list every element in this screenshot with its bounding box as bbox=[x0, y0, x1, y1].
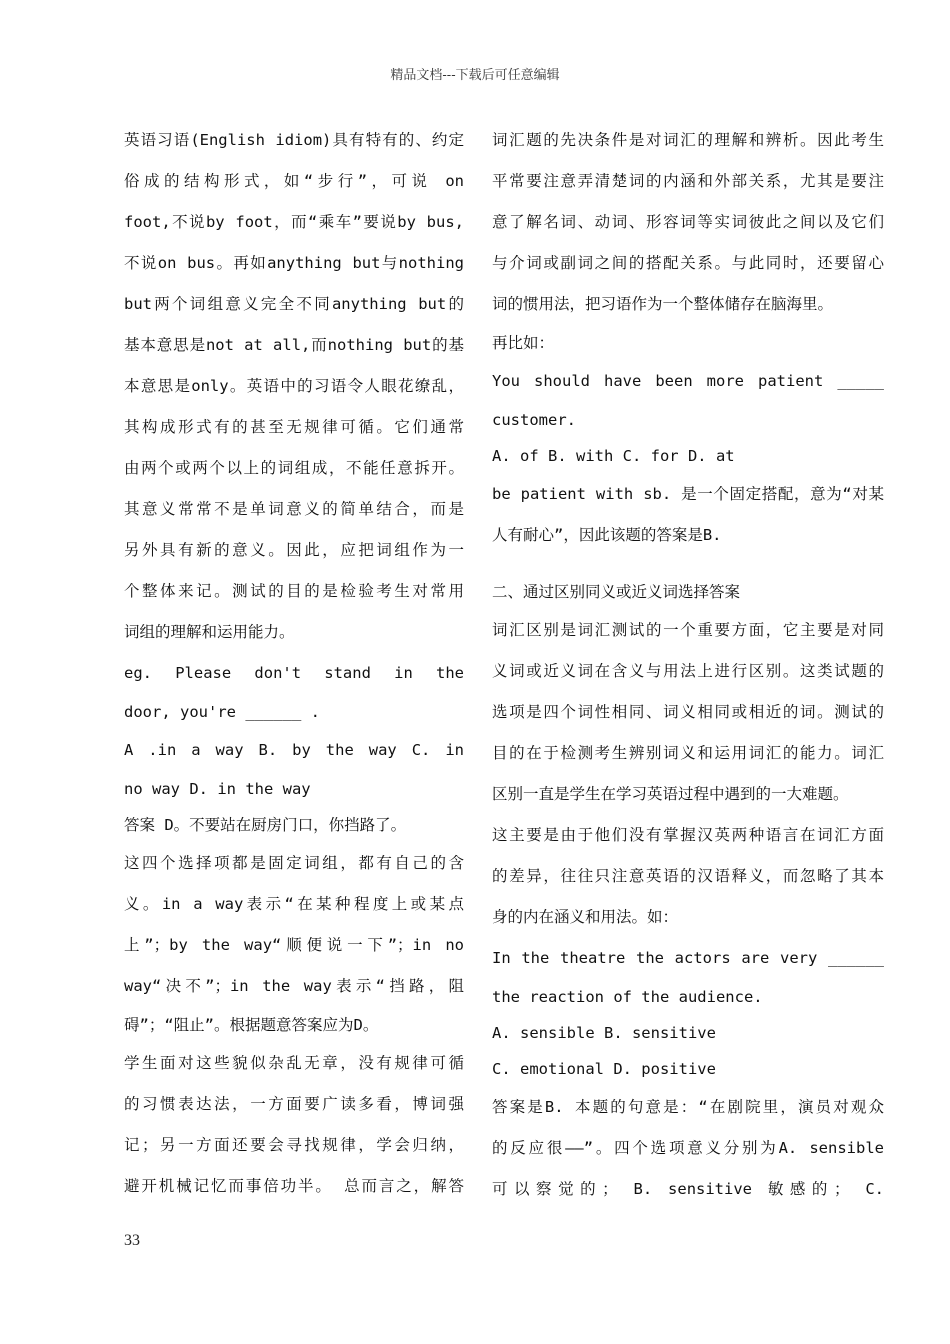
text-line: 碍”；“阻止”。根据题意答案应为D。 bbox=[124, 1016, 379, 1034]
text-line: 可以察觉的； B. sensitive 敏感的； C. bbox=[492, 1180, 884, 1198]
text-line: 由两个或两个以上的词组成，不能任意拆开。 bbox=[124, 459, 464, 477]
right-column bbox=[492, 120, 884, 1210]
example-sentence: customer. bbox=[492, 411, 576, 429]
answer-options: A. sensible B. sensitive bbox=[492, 1024, 716, 1042]
text-line: 这主要是由于他们没有掌握汉英两种语言在词汇方面 bbox=[492, 826, 884, 844]
text-line: 义。in a way表示“在某种程度上或某点 bbox=[124, 895, 464, 913]
text-line: 另外具有新的意义。因此，应把词组作为一 bbox=[124, 541, 464, 559]
text-line: 平常要注意弄清楚词的内涵和外部关系，尤其是要注 bbox=[492, 172, 884, 190]
example-sentence: You should have been more patient _____ bbox=[492, 372, 884, 390]
text-line: 意了解名词、动词、形容词等实词彼此之间以及它们 bbox=[492, 213, 884, 231]
text-line: foot,不说by foot，而“乘车”要说by bus, bbox=[124, 213, 464, 231]
text-line: 义词或近义词在含义与用法上进行区别。这类试题的 bbox=[492, 662, 884, 680]
text-line: 与介词或副词之间的搭配关系。与此同时，还要留心 bbox=[492, 254, 884, 272]
text-line: 的差异，往往只注意英语的汉语释义，而忽略了其本 bbox=[492, 867, 884, 885]
text-line: 不说on bus。再如anything but与nothing bbox=[124, 254, 464, 272]
text-line: 目的在于检测考生辨别词义和运用词汇的能力。词汇 bbox=[492, 744, 884, 762]
text-line: 词组的理解和运用能力。 bbox=[124, 623, 295, 641]
text-line: but两个词组意义完全不同anything but的 bbox=[124, 295, 464, 313]
section-heading: 二、通过区别同义或近义词选择答案 bbox=[492, 583, 741, 601]
text-line: 基本意思是not at all,而nothing but的基 bbox=[124, 336, 464, 354]
text-line: 上”；by the way“顺便说一下”；in no bbox=[124, 936, 464, 954]
paragraph-gap bbox=[492, 556, 884, 574]
text-line: be patient with sb. 是一个固定搭配，意为“对某 bbox=[492, 485, 884, 503]
example-sentence: door, you're ______ . bbox=[124, 703, 320, 721]
text-line: 本意思是only。英语中的习语令人眼花缭乱， bbox=[124, 377, 464, 395]
answer-options: A. of B. with C. for D. at bbox=[492, 447, 735, 465]
text-line: 词汇题的先决条件是对词汇的理解和辨析。因此考生 bbox=[492, 131, 884, 149]
text-line: 身的内在涵义和用法。如： bbox=[492, 908, 679, 926]
text-line: 记；另一方面还要会寻找规律，学会归纳， bbox=[124, 1136, 464, 1154]
text-line: 其构成形式有的甚至无规律可循。它们通常 bbox=[124, 418, 464, 436]
text-line: 俗成的结构形式，如“步行”，可说 on bbox=[124, 172, 464, 190]
text-line: 的反应很——”。四个选项意义分别为A. sensible bbox=[492, 1139, 884, 1157]
page-number: 33 bbox=[124, 1232, 140, 1249]
text-line: 学生面对这些貌似杂乱无章，没有规律可循 bbox=[124, 1054, 464, 1072]
example-sentence: the reaction of the audience. bbox=[492, 988, 763, 1006]
text-line: 词汇区别是词汇测试的一个重要方面，它主要是对同 bbox=[492, 621, 884, 639]
text-line: 再比如： bbox=[492, 334, 555, 352]
text-line: 其意义常常不是单词意义的简单结合，而是 bbox=[124, 500, 464, 518]
text-line: 词的惯用法，把习语作为一个整体储存在脑海里。 bbox=[492, 295, 834, 313]
answer-line: 答案 D。不要站在厨房门口，你挡路了。 bbox=[124, 816, 407, 834]
text-line: 人有耐心”，因此该题的答案是B. bbox=[492, 526, 722, 544]
left-column bbox=[124, 120, 464, 1207]
text-line: 选项是四个词性相同、词义相同或相近的词。测试的 bbox=[492, 703, 884, 721]
example-sentence: eg. Please don't stand in the bbox=[124, 664, 464, 682]
text-line: 个整体来记。测试的目的是检验考生对常用 bbox=[124, 582, 464, 600]
text-line: 答案是B. 本题的句意是：“在剧院里，演员对观众 bbox=[492, 1098, 884, 1116]
text-line: 英语习语(English idiom)具有特有的、约定 bbox=[124, 131, 464, 149]
example-sentence: In the theatre the actors are very ______ bbox=[492, 949, 884, 967]
answer-options: C. emotional D. positive bbox=[492, 1060, 716, 1078]
text-line: 这四个选择项都是固定词组，都有自己的含 bbox=[124, 854, 464, 872]
text-line: 的习惯表达法，一方面要广读多看，博词强 bbox=[124, 1095, 464, 1113]
answer-options: no way D. in the way bbox=[124, 780, 311, 798]
text-line: 避开机械记忆而事倍功半。 总而言之，解答 bbox=[124, 1177, 464, 1195]
answer-options: A .in a way B. by the way C. in bbox=[124, 741, 464, 759]
text-line: 区别一直是学生在学习英语过程中遇到的一大难题。 bbox=[492, 785, 849, 803]
page-header: 精品文档---下载后可任意编辑 bbox=[390, 68, 560, 83]
text-line: way“决不”；in the way表示“挡路，阻 bbox=[124, 977, 464, 995]
